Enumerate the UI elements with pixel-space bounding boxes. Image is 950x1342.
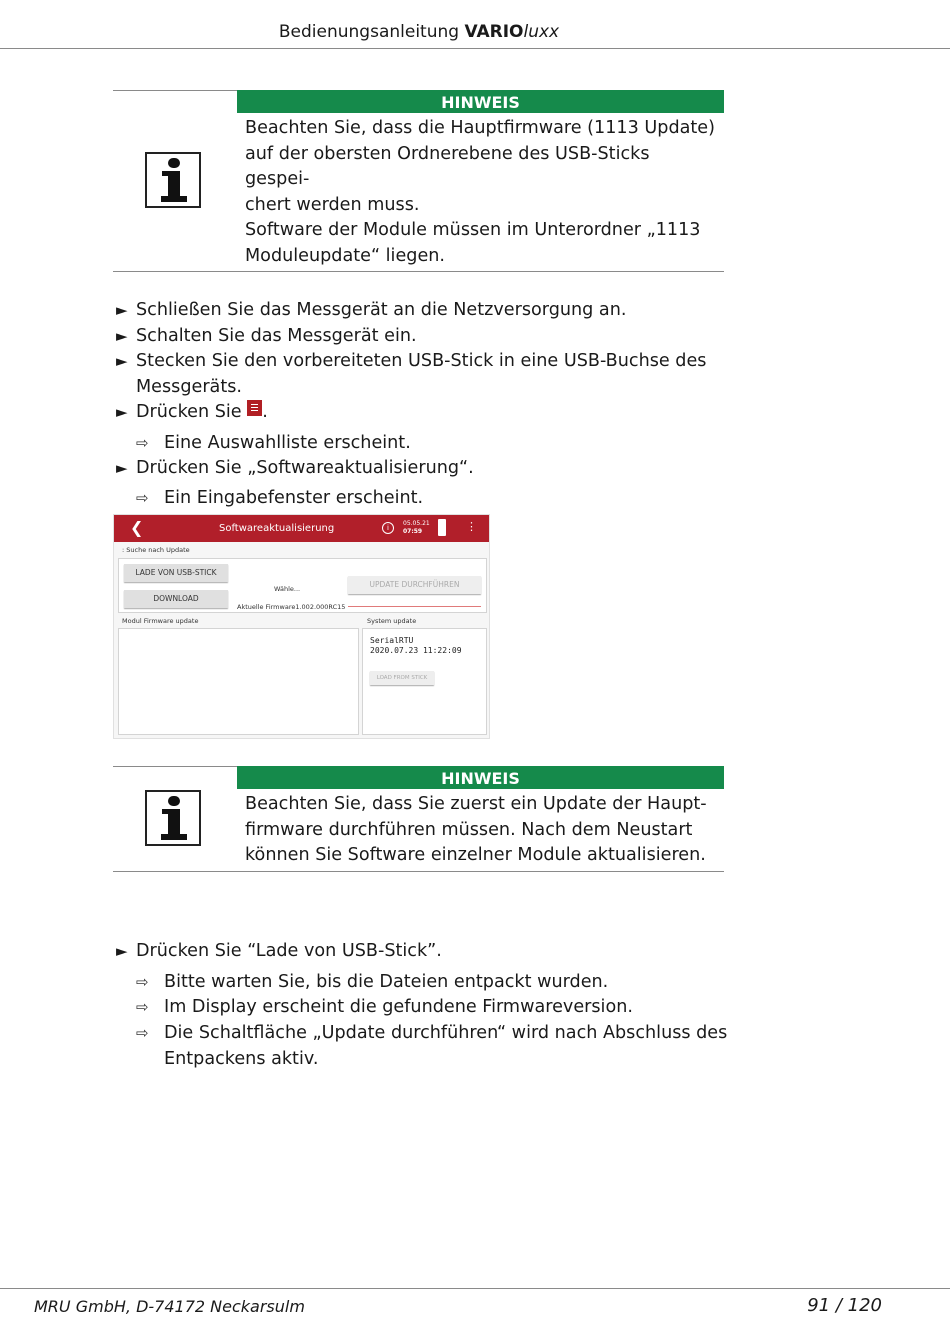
note-text (245, 792, 715, 869)
module-list[interactable] (118, 628, 359, 735)
system-panel (362, 628, 487, 735)
result-item: ⇨ Die Schaltfläche „Update durchführen“ wird nach Abschluss des Entpackens aktiv. (136, 1023, 728, 1069)
step-item: ► Drücken Sie . (116, 400, 268, 426)
result-item: ⇨ Ein Eingabefenster erscheint. (136, 486, 423, 512)
note-line: auf der obersten Ordnerebene des USB-Sticks gespei- (245, 143, 650, 190)
result-item: ⇨ Im Display erscheint die gefundene Firmwareversion. (136, 995, 633, 1021)
bullet-triangle-icon: ► (116, 301, 128, 319)
page-number: 91 / 120 (807, 1295, 882, 1316)
note-box-2 (113, 766, 724, 872)
update-execute-button[interactable]: UPDATE DURCHFÜHREN (348, 576, 481, 594)
note-line: firmware durchführen müssen. Nach dem Neustart (245, 819, 693, 840)
note-title-bar: HINWEIS (237, 90, 724, 113)
footer-company: MRU GmbH, D-74172 Neckarsulm (34, 1297, 305, 1316)
note-box-1 (113, 90, 724, 272)
progress-line (348, 606, 481, 607)
note-line: Beachten Sie, dass die Hauptfirmware (1113 Update) (245, 118, 715, 138)
header-brand-bold: VARIO (464, 22, 524, 42)
step-item: ► Drücken Sie „Softwareaktualisierung“. (116, 456, 474, 482)
battery-icon (438, 519, 446, 536)
serial-date: 2020.07.23 11:22:09 (370, 646, 462, 655)
system-label: System update (367, 617, 417, 625)
arrow-right-icon: ⇨ (136, 1024, 149, 1042)
result-item: ⇨ Bitte warten Sie, bis die Dateien entpackt wurden. (136, 970, 608, 996)
note-top-rule (113, 90, 237, 91)
app-bar (114, 515, 490, 542)
note-title-bar: HINWEIS (237, 766, 724, 789)
load-from-stick-button[interactable]: LOAD FROM STICK (370, 671, 434, 685)
note-line: Software der Module müssen im Unterordner „1113 (245, 220, 701, 241)
note-text (245, 116, 715, 270)
bullet-triangle-icon: ► (116, 352, 128, 370)
kebab-menu-icon[interactable]: ⋮ (466, 520, 477, 533)
note-line: Moduleupdate“ liegen. (245, 245, 446, 266)
search-label: : Suche nach Update (122, 546, 190, 554)
load-usb-button[interactable]: LADE VON USB-STICK (124, 564, 228, 582)
note-line: chert werden muss. (245, 194, 420, 215)
device-screenshot (113, 514, 490, 739)
arrow-right-icon: ⇨ (136, 973, 149, 991)
note-bottom-rule (113, 871, 724, 872)
bullet-triangle-icon: ► (116, 403, 128, 421)
note-bottom-rule (113, 271, 724, 272)
info-icon (145, 790, 201, 846)
serial-name: SerialRTU (370, 636, 414, 645)
header-rule (0, 48, 950, 49)
result-item: ⇨ Eine Auswahlliste erscheint. (136, 431, 411, 457)
arrow-right-icon: ⇨ (136, 434, 149, 452)
step-item: ► Schalten Sie das Messgerät ein. (116, 324, 417, 350)
note-line: können Sie Software einzelner Module aktualisieren. (245, 845, 706, 866)
bullet-triangle-icon: ► (116, 459, 128, 477)
page-header (0, 22, 838, 42)
header-prefix: Bedienungsanleitung (278, 22, 465, 42)
update-panel (118, 558, 487, 613)
module-label: Modul Firmware update (122, 617, 199, 625)
step-item: ► Drücken Sie “Lade von USB-Stick”. (116, 939, 442, 965)
note-top-rule (113, 766, 237, 767)
header-brand-italic: luxx (523, 22, 560, 42)
arrow-right-icon: ⇨ (136, 998, 149, 1016)
download-button[interactable]: DOWNLOAD (124, 590, 228, 608)
chevron-left-icon[interactable]: ❮ (130, 518, 144, 537)
current-firmware: Aktuelle Firmware1.002.000RC15 (237, 603, 346, 611)
bullet-triangle-icon: ► (116, 327, 128, 345)
clock-readout: 05.05.21 07:59 (403, 520, 430, 535)
step-item: ► Schließen Sie das Messgerät an die Netzversorgung an. (116, 298, 626, 324)
firmware-select[interactable]: Wähle... (274, 585, 301, 593)
screen-title: Softwareaktualisierung (219, 523, 335, 534)
note-line: Beachten Sie, dass Sie zuerst ein Update der Haupt- (245, 794, 707, 814)
menu-icon (247, 400, 262, 416)
bullet-triangle-icon: ► (116, 942, 128, 960)
info-icon (145, 152, 201, 208)
footer-rule (0, 1288, 950, 1289)
step-item: ► Stecken Sie den vorbereiteten USB-Stick in eine USB-Buchse des Messgeräts. (116, 351, 707, 397)
info-circle-icon[interactable]: i (382, 522, 394, 534)
arrow-right-icon: ⇨ (136, 489, 149, 507)
